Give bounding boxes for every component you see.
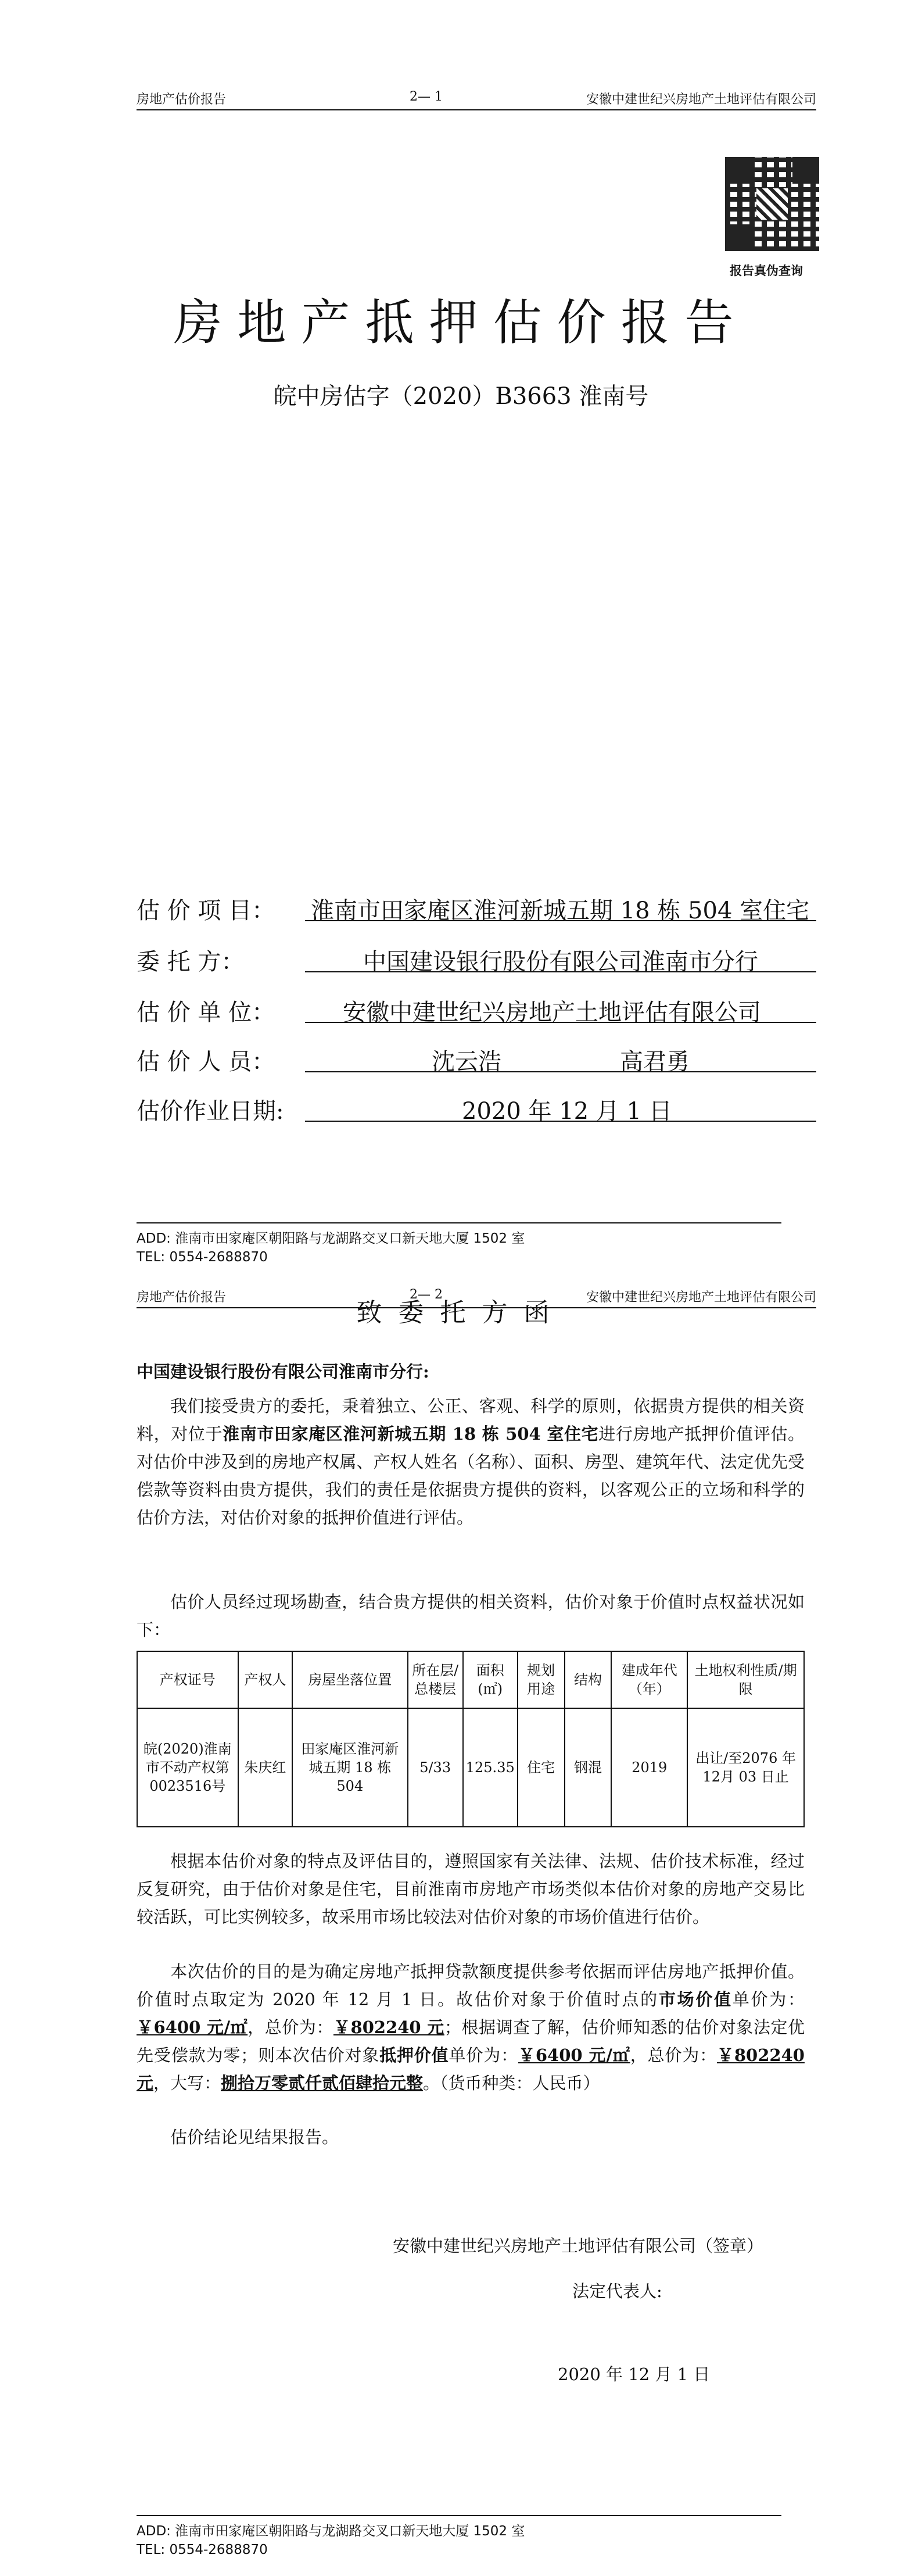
- header-left: 房地产估价报告: [137, 1290, 227, 1305]
- market-value-label: 市场价值: [658, 1990, 733, 2009]
- mortgage-total-price: ￥802240 元: [137, 2045, 805, 2093]
- footer-address: ADD: 淮南市田家庵区朝阳路与龙湖路交叉口新天地大厦 1502 室: [137, 2524, 525, 2539]
- table-header-row: [137, 1651, 804, 1708]
- cell-land-right: 出让/至2076 年 12月 03 日止: [687, 1708, 804, 1827]
- paragraph-2: 估价人员经过现场勘查，结合贵方提供的相关资料，估价对象于价值时点权益状况如下：: [137, 1592, 805, 1640]
- header-right: 安徽中建世纪兴房地产土地评估有限公司: [586, 1290, 816, 1305]
- paragraph-4: 本次估价的目的是为确定房地产抵押贷款额度提供参考依据而评估房地产抵押价值。价值时点取定为 2020 年 12 月 1 日。故估价对象于价值时点的市场价值单价为：￥6400 元/㎡，总价为：￥802240 元；根据调查了解，估价师知悉的估价对象法定优先受偿款为零；则本次估价对象抵押价值单价为：￥6400 元/㎡，总价为：￥802240 元，大写：捌拾万零贰仟贰佰肆拾元整。（货币种类：人民币）: [137, 1962, 805, 2093]
- cell-build-year: 2019: [611, 1708, 687, 1827]
- document-number: 皖中房估字（2020）B3663 淮南号: [273, 383, 649, 410]
- header-right: 安徽中建世纪兴房地产土地评估有限公司: [586, 92, 816, 107]
- table-row: [137, 1708, 804, 1827]
- footer-tel: TEL: 0554-2688870: [137, 2542, 268, 2557]
- paragraph-5: 估价结论见结果报告。: [170, 2127, 339, 2147]
- cell-owner: 朱庆红: [238, 1708, 293, 1827]
- property-address: 淮南市田家庵区淮河新城五期 18 栋 504 室住宅: [223, 1424, 599, 1444]
- paragraph-3: 根据本估价对象的特点及评估目的，遵照国家有关法律、法规、估价技术标准，经过反复研究，由于估价对象是住宅，目前淮南市房地产市场类似本估价对象的房地产交易比较活跃，可比实例较多，故采用市场比较法对估价对象的市场价值进行估价。: [137, 1851, 805, 1927]
- property-table: [137, 1651, 805, 1827]
- col-floor: 所在层/总楼层: [408, 1651, 463, 1708]
- appraiser-2: 高君勇: [620, 1049, 690, 1075]
- field-label: 委 托 方：: [137, 949, 245, 975]
- paragraph-1: 我们接受贵方的委托，秉着独立、公正、客观、科学的原则，依据贵方提供的相关资料，对位于淮南市田家庵区淮河新城五期 18 栋 504 室住宅进行房地产抵押价值评估。对估价中涉及到的房地产权属、产权人姓名（名称）、面积、房型、建筑年代、法定优先受偿款等资料由贵方提供，我们的责任是依据贵方提供的资料，以客观公正的立场和科学的估价方法，对估价对象的抵押价值进行评估。: [137, 1396, 805, 1527]
- footer-address: ADD: 淮南市田家庵区朝阳路与龙湖路交叉口新天地大厦 1502 室: [137, 1231, 525, 1246]
- signature-date: 2020 年 12 月 1 日: [558, 2364, 711, 2384]
- letter-addressee: 中国建设银行股份有限公司淮南市分行:: [137, 1362, 429, 1382]
- qr-code-icon[interactable]: [725, 157, 819, 251]
- market-total-price: ￥802240 元: [333, 2017, 444, 2037]
- header-page-number: 2— 2: [410, 1287, 443, 1302]
- field-label: 估 价 人 员：: [137, 1049, 275, 1075]
- field-label: 估 价 单 位：: [137, 999, 275, 1026]
- cell-usage: 住宅: [518, 1708, 565, 1827]
- signature-company: 安徽中建世纪兴房地产土地评估有限公司（签章）: [393, 2236, 764, 2256]
- field-value: 2020 年 12 月 1 日: [462, 1098, 672, 1125]
- field-label: 估 价 项 目：: [137, 897, 275, 924]
- report-title: 房地产抵押估价报告: [173, 294, 749, 351]
- signature-representative: 法定代表人:: [572, 2281, 662, 2301]
- page-header: [137, 87, 816, 110]
- footer-tel: TEL: 0554-2688870: [137, 1250, 268, 1265]
- qr-label: 报告真伪查询: [730, 263, 803, 278]
- cover-page: [0, 0, 922, 1282]
- cell-structure: 钢混: [565, 1708, 612, 1827]
- field-value: 中国建设银行股份有限公司淮南市分行: [363, 949, 758, 975]
- field-value: 淮南市田家庵区淮河新城五期 18 栋 504 室住宅: [311, 897, 810, 924]
- mortgage-value-label: 抵押价值: [379, 2045, 449, 2065]
- header-page-number: 2— 1: [410, 90, 443, 104]
- amount-in-words: 捌拾万零贰仟贰佰肆拾元整: [221, 2073, 424, 2093]
- cell-location: 田家庵区淮河新城五期 18 栋 504: [292, 1708, 407, 1827]
- col-owner: 产权人: [238, 1651, 293, 1708]
- col-structure: 结构: [565, 1651, 612, 1708]
- letter-title: 致委托方函: [356, 1298, 566, 1328]
- col-build-year: 建成年代（年）: [611, 1651, 687, 1708]
- mortgage-unit-price: ￥6400 元/㎡: [518, 2045, 630, 2065]
- col-area: 面积(㎡): [463, 1651, 518, 1708]
- col-cert-no: 产权证号: [137, 1651, 238, 1708]
- appraiser-1: 沈云浩: [432, 1049, 501, 1075]
- field-value: 安徽中建世纪兴房地产土地评估有限公司: [343, 999, 761, 1026]
- cell-area: 125.35: [463, 1708, 518, 1827]
- field-label: 估价作业日期:: [137, 1098, 284, 1125]
- market-unit-price: ￥6400 元/㎡: [137, 2017, 248, 2037]
- cell-cert-no: 皖(2020)淮南市不动产权第0023516号: [137, 1708, 238, 1827]
- cell-floor: 5/33: [408, 1708, 463, 1827]
- col-location: 房屋坐落位置: [292, 1651, 407, 1708]
- header-left: 房地产估价报告: [137, 92, 227, 107]
- col-land-right: 土地权利性质/期限: [687, 1651, 804, 1708]
- col-usage: 规划用途: [518, 1651, 565, 1708]
